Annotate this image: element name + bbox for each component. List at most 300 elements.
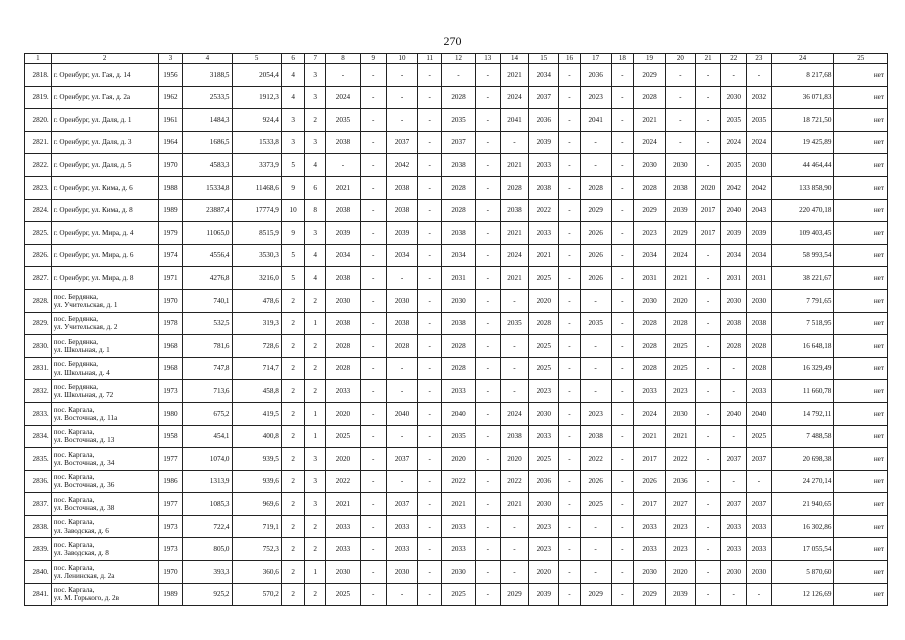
cell-c12: 2037	[442, 131, 476, 154]
table-row	[25, 199, 888, 222]
cell-c24: 5 870,60	[771, 561, 834, 584]
cell-c24: 8 217,68	[771, 64, 834, 87]
cell-c15: 2023	[529, 515, 559, 538]
address-cell	[51, 109, 158, 132]
cell-c18: -	[611, 380, 634, 403]
cell-c5: 319,3	[232, 312, 281, 335]
cell-c15: 2023	[529, 380, 559, 403]
cell-c17: 2035	[580, 312, 611, 335]
cell-c4: 1313,9	[183, 470, 232, 493]
cell-c5: 714,7	[232, 357, 281, 380]
cell-c19: 2028	[634, 176, 666, 199]
cell-c18: -	[611, 289, 634, 312]
cell-c25: нет	[834, 176, 888, 199]
address-cell	[51, 86, 158, 109]
cell-c17: -	[580, 538, 611, 561]
cell-c1: 2835.	[25, 448, 52, 471]
cell-c11: -	[418, 493, 442, 516]
cell-c13: -	[475, 154, 500, 177]
cell-c24: 44 464,44	[771, 154, 834, 177]
cell-c6: 2	[281, 538, 305, 561]
cell-c21: -	[695, 470, 721, 493]
cell-c13: -	[475, 267, 500, 290]
cell-c11: -	[418, 131, 442, 154]
cell-c11: -	[418, 380, 442, 403]
cell-c9: -	[360, 222, 386, 245]
address-cell	[51, 335, 158, 358]
table-row	[25, 425, 888, 448]
cell-c19: 2028	[634, 335, 666, 358]
cell-c22: -	[721, 357, 747, 380]
cell-c6: 3	[281, 109, 305, 132]
cell-c23: 2033	[747, 538, 772, 561]
address-line: г. Оренбург, ул. Гая, д. 14	[53, 70, 131, 79]
cell-c3: 1968	[158, 335, 183, 358]
cell-c12: 2038	[442, 312, 476, 335]
cell-c6: 3	[281, 131, 305, 154]
cell-c22: -	[721, 470, 747, 493]
cell-c20: 2020	[665, 561, 695, 584]
address-cell	[51, 470, 158, 493]
cell-c11: -	[418, 109, 442, 132]
cell-c8: 2038	[326, 131, 361, 154]
cell-c14: 2021	[500, 267, 529, 290]
cell-c16: -	[559, 380, 581, 403]
cell-c15: 2025	[529, 448, 559, 471]
cell-c4: 722,4	[183, 515, 232, 538]
cell-c21: -	[695, 402, 721, 425]
cell-c9: -	[360, 86, 386, 109]
cell-c18: -	[611, 493, 634, 516]
cell-c10: -	[386, 357, 418, 380]
cell-c20: -	[665, 64, 695, 87]
cell-c12: 2025	[442, 583, 476, 606]
cell-c16: -	[559, 312, 581, 335]
cell-c20: 2020	[665, 289, 695, 312]
cell-c16: -	[559, 131, 581, 154]
cell-c4: 1074,0	[183, 448, 232, 471]
cell-c19: 2034	[634, 244, 666, 267]
cell-c15: 2038	[529, 176, 559, 199]
cell-c8: 2034	[326, 244, 361, 267]
cell-c25: нет	[834, 267, 888, 290]
cell-c21: -	[695, 64, 721, 87]
table-row	[25, 267, 888, 290]
cell-c1: 2834.	[25, 425, 52, 448]
cell-c21: -	[695, 357, 721, 380]
cell-c19: 2021	[634, 109, 666, 132]
cell-c4: 713,6	[183, 380, 232, 403]
cell-c22: -	[721, 64, 747, 87]
address-line: ул. Восточная, д. 36	[53, 481, 115, 490]
cell-c11: -	[418, 561, 442, 584]
cell-c9: -	[360, 538, 386, 561]
cell-c15: 2036	[529, 470, 559, 493]
table-body	[25, 64, 888, 606]
cell-c20: 2025	[665, 335, 695, 358]
cell-c19: 2026	[634, 470, 666, 493]
cell-c11: -	[418, 64, 442, 87]
cell-c3: 1962	[158, 86, 183, 109]
table-row	[25, 222, 888, 245]
cell-c25: нет	[834, 154, 888, 177]
cell-c25: нет	[834, 493, 888, 516]
cell-c7: 2	[305, 289, 326, 312]
cell-c10: 2037	[386, 493, 418, 516]
cell-c21: -	[695, 312, 721, 335]
cell-c16: -	[559, 222, 581, 245]
cell-c22: 2033	[721, 515, 747, 538]
cell-c5: 752,3	[232, 538, 281, 561]
table-row	[25, 448, 888, 471]
cell-c6: 2	[281, 402, 305, 425]
cell-c16: -	[559, 583, 581, 606]
cell-c23: -	[747, 583, 772, 606]
address-line: пос. Бердянка,	[53, 315, 99, 324]
cell-c19: 2029	[634, 199, 666, 222]
cell-c17: 2025	[580, 493, 611, 516]
cell-c10: 2033	[386, 538, 418, 561]
cell-c14: 2035	[500, 312, 529, 335]
cell-c17: -	[580, 289, 611, 312]
cell-c23: 2024	[747, 131, 772, 154]
cell-c24: 7 518,95	[771, 312, 834, 335]
cell-c22: -	[721, 380, 747, 403]
cell-c17: 2023	[580, 86, 611, 109]
cell-c5: 728,6	[232, 335, 281, 358]
cell-c23: -	[747, 64, 772, 87]
cell-c21: -	[695, 538, 721, 561]
address-line: ул. Восточная, д. 13	[53, 436, 115, 445]
cell-c3: 1970	[158, 561, 183, 584]
cell-c10: 2030	[386, 289, 418, 312]
cell-c4: 2533,5	[183, 86, 232, 109]
cell-c12: 2030	[442, 289, 476, 312]
cell-c12: 2038	[442, 154, 476, 177]
cell-c14: 2021	[500, 64, 529, 87]
cell-c3: 1973	[158, 380, 183, 403]
cell-c24: 16 302,86	[771, 515, 834, 538]
address-line: ул. Восточная, д. 11а	[53, 413, 118, 422]
address-line: ул. Восточная, д. 34	[53, 458, 115, 467]
cell-c11: -	[418, 176, 442, 199]
cell-c12: 2033	[442, 538, 476, 561]
cell-c3: 1956	[158, 64, 183, 87]
cell-c21: -	[695, 561, 721, 584]
table-row	[25, 289, 888, 312]
cell-c19: 2030	[634, 154, 666, 177]
cell-c24: 16 648,18	[771, 335, 834, 358]
cell-c17: -	[580, 515, 611, 538]
cell-c24: 58 993,54	[771, 244, 834, 267]
cell-c18: -	[611, 515, 634, 538]
cell-c5: 939,6	[232, 470, 281, 493]
cell-c20: 2021	[665, 425, 695, 448]
cell-c24: 7 488,58	[771, 425, 834, 448]
column-number-header	[25, 54, 888, 64]
cell-c23: 2032	[747, 86, 772, 109]
cell-c7: 8	[305, 199, 326, 222]
address-line: пос. Бердянка,	[53, 360, 99, 369]
cell-c16: -	[559, 244, 581, 267]
column-header: 8	[326, 54, 361, 64]
cell-c14: 2021	[500, 493, 529, 516]
cell-c6: 5	[281, 244, 305, 267]
table-row	[25, 64, 888, 87]
cell-c5: 17774,9	[232, 199, 281, 222]
cell-c11: -	[418, 425, 442, 448]
cell-c3: 1989	[158, 583, 183, 606]
cell-c16: -	[559, 86, 581, 109]
cell-c19: 2017	[634, 448, 666, 471]
column-header: 18	[611, 54, 634, 64]
address-cell	[51, 289, 158, 312]
cell-c5: 3373,9	[232, 154, 281, 177]
cell-c22: 2024	[721, 131, 747, 154]
cell-c3: 1971	[158, 267, 183, 290]
cell-c21: 2020	[695, 176, 721, 199]
address-line: пос. Каргала,	[53, 473, 95, 482]
cell-c24: 12 126,69	[771, 583, 834, 606]
cell-c5: 11468,6	[232, 176, 281, 199]
cell-c7: 2	[305, 538, 326, 561]
cell-c9: -	[360, 380, 386, 403]
address-cell	[51, 154, 158, 177]
address-cell	[51, 402, 158, 425]
cell-c24: 18 721,50	[771, 109, 834, 132]
cell-c8: 2030	[326, 289, 361, 312]
cell-c17: 2041	[580, 109, 611, 132]
cell-c13: -	[475, 64, 500, 87]
cell-c21: 2017	[695, 222, 721, 245]
column-header: 19	[634, 54, 666, 64]
cell-c13: -	[475, 335, 500, 358]
address-cell	[51, 425, 158, 448]
column-header: 10	[386, 54, 418, 64]
cell-c14: 2021	[500, 222, 529, 245]
column-header: 16	[559, 54, 581, 64]
cell-c4: 781,6	[183, 335, 232, 358]
header-row	[25, 54, 888, 64]
cell-c3: 1986	[158, 470, 183, 493]
cell-c16: -	[559, 176, 581, 199]
cell-c4: 393,3	[183, 561, 232, 584]
cell-c7: 2	[305, 583, 326, 606]
cell-c14: 2038	[500, 199, 529, 222]
cell-c11: -	[418, 267, 442, 290]
cell-c20: 2023	[665, 515, 695, 538]
cell-c11: -	[418, 335, 442, 358]
cell-c14: 2024	[500, 244, 529, 267]
cell-c25: нет	[834, 312, 888, 335]
cell-c9: -	[360, 561, 386, 584]
cell-c9: -	[360, 515, 386, 538]
cell-c20: 2024	[665, 244, 695, 267]
cell-c22: 2040	[721, 199, 747, 222]
cell-c3: 1974	[158, 244, 183, 267]
cell-c9: -	[360, 64, 386, 87]
cell-c23: 2025	[747, 425, 772, 448]
table-row	[25, 131, 888, 154]
cell-c13: -	[475, 583, 500, 606]
cell-c22: 2031	[721, 267, 747, 290]
cell-c23: 2042	[747, 176, 772, 199]
address-line: г. Оренбург, ул. Кима, д. 8	[53, 206, 133, 215]
cell-c23: 2037	[747, 448, 772, 471]
cell-c12: 2028	[442, 86, 476, 109]
cell-c14: 2021	[500, 154, 529, 177]
column-header: 1	[25, 54, 52, 64]
cell-c10: 2033	[386, 515, 418, 538]
cell-c8: 2022	[326, 470, 361, 493]
cell-c23: 2033	[747, 380, 772, 403]
cell-c16: -	[559, 448, 581, 471]
cell-c8: -	[326, 154, 361, 177]
cell-c11: -	[418, 222, 442, 245]
cell-c19: 2023	[634, 222, 666, 245]
cell-c18: -	[611, 425, 634, 448]
cell-c3: 1989	[158, 199, 183, 222]
cell-c4: 1085,3	[183, 493, 232, 516]
cell-c4: 11065,0	[183, 222, 232, 245]
address-line: г. Оренбург, ул. Мира, д. 4	[53, 228, 134, 237]
cell-c13: -	[475, 109, 500, 132]
column-header: 17	[580, 54, 611, 64]
address-cell	[51, 267, 158, 290]
cell-c23: 2028	[747, 357, 772, 380]
table-row	[25, 470, 888, 493]
cell-c8: 2021	[326, 176, 361, 199]
cell-c1: 2841.	[25, 583, 52, 606]
cell-c10: -	[386, 583, 418, 606]
cell-c12: 2021	[442, 493, 476, 516]
cell-c7: 2	[305, 109, 326, 132]
cell-c14: 2038	[500, 425, 529, 448]
cell-c20: 2039	[665, 583, 695, 606]
cell-c21: -	[695, 583, 721, 606]
cell-c8: 2033	[326, 380, 361, 403]
column-header: 12	[442, 54, 476, 64]
cell-c20: 2023	[665, 538, 695, 561]
cell-c24: 109 403,45	[771, 222, 834, 245]
column-header: 25	[834, 54, 888, 64]
cell-c8: 2039	[326, 222, 361, 245]
cell-c3: 1977	[158, 493, 183, 516]
cell-c12: 2022	[442, 470, 476, 493]
cell-c15: 2022	[529, 199, 559, 222]
cell-c11: -	[418, 199, 442, 222]
address-cell	[51, 493, 158, 516]
cell-c18: -	[611, 335, 634, 358]
cell-c15: 2039	[529, 583, 559, 606]
address-line: пос. Бердянка,	[53, 337, 99, 346]
cell-c9: -	[360, 335, 386, 358]
cell-c25: нет	[834, 515, 888, 538]
cell-c13: -	[475, 515, 500, 538]
cell-c12: 2040	[442, 402, 476, 425]
cell-c24: 20 698,38	[771, 448, 834, 471]
cell-c16: -	[559, 561, 581, 584]
cell-c13: -	[475, 244, 500, 267]
cell-c5: 8515,9	[232, 222, 281, 245]
table-row	[25, 538, 888, 561]
cell-c1: 2825.	[25, 222, 52, 245]
cell-c9: -	[360, 109, 386, 132]
cell-c25: нет	[834, 402, 888, 425]
cell-c16: -	[559, 289, 581, 312]
cell-c13: -	[475, 425, 500, 448]
cell-c3: 1988	[158, 176, 183, 199]
cell-c15: 2036	[529, 109, 559, 132]
cell-c17: 2029	[580, 583, 611, 606]
cell-c5: 458,8	[232, 380, 281, 403]
cell-c19: 2024	[634, 402, 666, 425]
cell-c6: 2	[281, 425, 305, 448]
cell-c4: 4276,8	[183, 267, 232, 290]
address-cell	[51, 448, 158, 471]
cell-c19: 2028	[634, 86, 666, 109]
cell-c10: 2042	[386, 154, 418, 177]
cell-c22: 2037	[721, 493, 747, 516]
cell-c23: 2030	[747, 561, 772, 584]
cell-c15: 2033	[529, 425, 559, 448]
address-line: ул. Школьная, д. 72	[53, 391, 114, 400]
cell-c21: -	[695, 515, 721, 538]
cell-c22: 2030	[721, 561, 747, 584]
cell-c5: 2054,4	[232, 64, 281, 87]
cell-c18: -	[611, 244, 634, 267]
cell-c21: -	[695, 131, 721, 154]
cell-c5: 719,1	[232, 515, 281, 538]
cell-c7: 4	[305, 267, 326, 290]
cell-c8: 2028	[326, 335, 361, 358]
cell-c25: нет	[834, 335, 888, 358]
column-header: 14	[500, 54, 529, 64]
cell-c1: 2831.	[25, 357, 52, 380]
cell-c15: 2021	[529, 244, 559, 267]
cell-c17: 2026	[580, 267, 611, 290]
cell-c1: 2838.	[25, 515, 52, 538]
cell-c21: 2017	[695, 199, 721, 222]
address-cell	[51, 357, 158, 380]
cell-c23: 2040	[747, 402, 772, 425]
cell-c7: 3	[305, 86, 326, 109]
cell-c18: -	[611, 357, 634, 380]
cell-c19: 2028	[634, 357, 666, 380]
cell-c25: нет	[834, 470, 888, 493]
cell-c23: 2031	[747, 267, 772, 290]
cell-c1: 2826.	[25, 244, 52, 267]
cell-c12: 2028	[442, 199, 476, 222]
cell-c6: 2	[281, 583, 305, 606]
cell-c16: -	[559, 199, 581, 222]
cell-c18: -	[611, 154, 634, 177]
cell-c13: -	[475, 470, 500, 493]
cell-c14: 2020	[500, 448, 529, 471]
column-header: 22	[721, 54, 747, 64]
address-line: пос. Каргала,	[53, 563, 95, 572]
address-cell	[51, 515, 158, 538]
column-header: 24	[771, 54, 834, 64]
address-cell	[51, 222, 158, 245]
cell-c19: 2033	[634, 515, 666, 538]
cell-c10: 2040	[386, 402, 418, 425]
cell-c7: 4	[305, 154, 326, 177]
table-row	[25, 357, 888, 380]
cell-c21: -	[695, 154, 721, 177]
cell-c24: 11 660,78	[771, 380, 834, 403]
address-cell	[51, 176, 158, 199]
